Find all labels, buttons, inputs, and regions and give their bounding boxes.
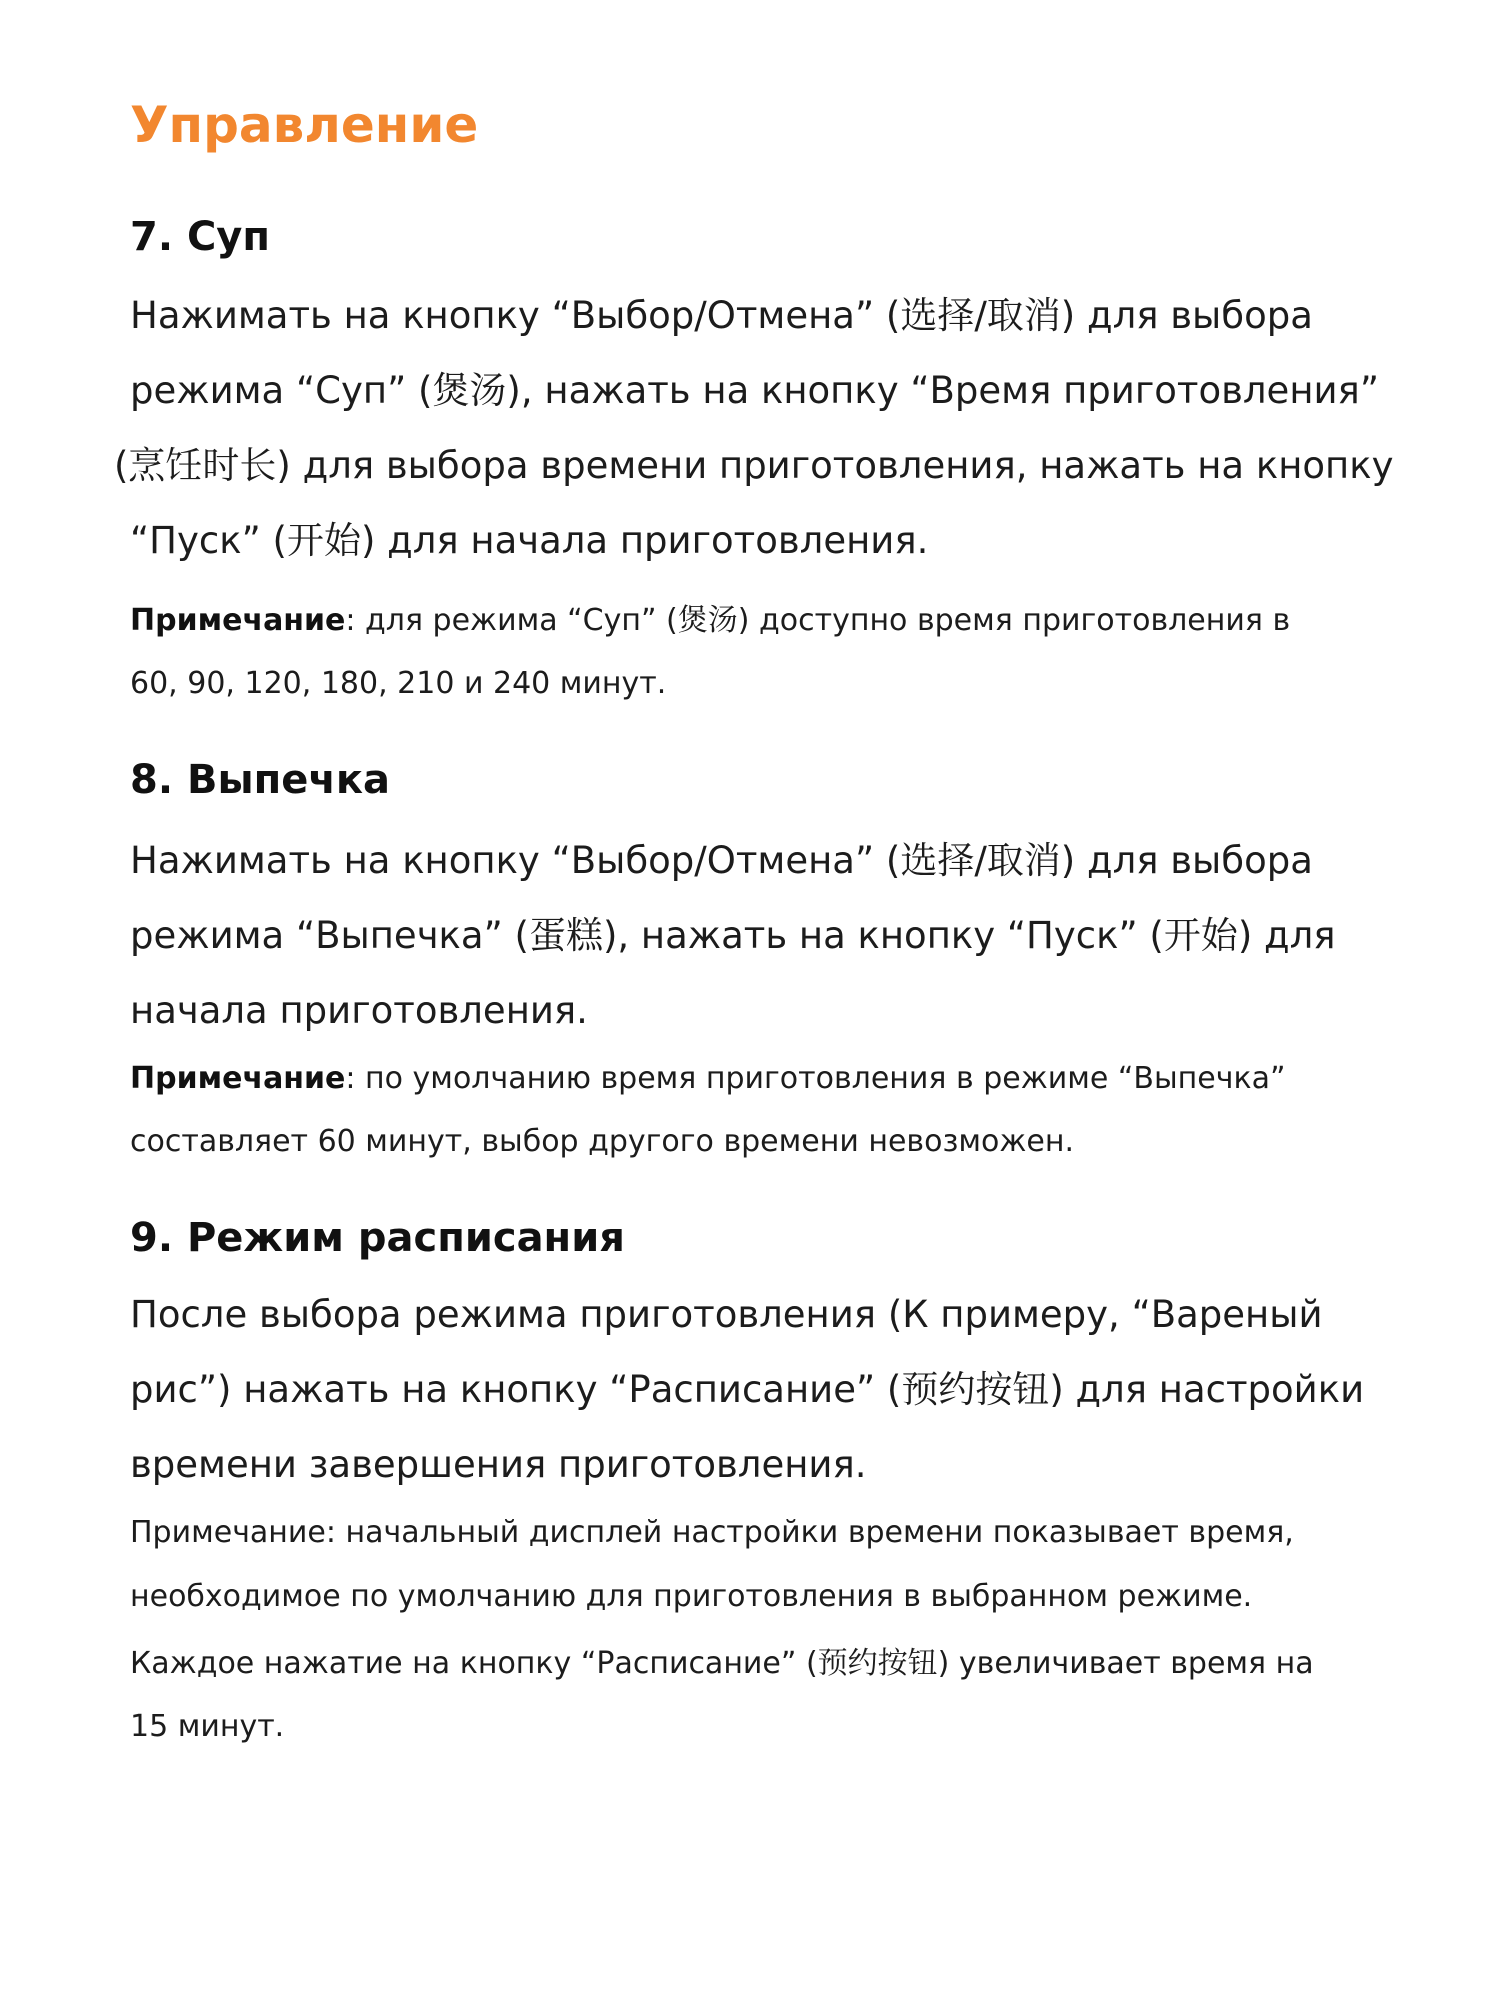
page-title: Управление [130,96,479,154]
note-label: Примечание [130,1061,346,1096]
note-label: Примечание [130,603,346,638]
section-heading-baking: 8. Выпечка [130,757,390,803]
section-body-line: времени завершения приготовления. [130,1443,867,1486]
section-body-line: начала приготовления. [130,989,588,1032]
note-line: 15 минут. [130,1709,285,1744]
note-text: : для режима “Суп” (煲汤) доступно время приготовления в [345,603,1291,638]
section-body-line: После выбора режима приготовления (К примеру, “Вареный [130,1293,1323,1336]
section-body-line: Нажимать на кнопку “Выбор/Отмена” (选择/取消) для выбора [130,294,1313,337]
note-line [130,1058,1286,1100]
note-line [130,600,1290,642]
section-body-line: (烹饪时长) для выбора времени приготовления, нажать на кнопку [114,444,1394,487]
section-heading-soup: 7. Суп [130,214,271,260]
section-heading-schedule: 9. Режим расписания [130,1215,625,1261]
note-line: Каждое нажатие на кнопку “Расписание” (预约按钮) увеличивает время на [130,1646,1314,1681]
note-line: Примечание: начальный дисплей настройки времени показывает время, [130,1515,1294,1550]
note-line: необходимое по умолчанию для приготовления в выбранном режиме. [130,1579,1253,1614]
note-line: составляет 60 минут, выбор другого времени невозможен. [130,1124,1075,1159]
note-text: : по умолчанию время приготовления в режиме “Выпечка” [345,1061,1286,1096]
note-line: 60, 90, 120, 180, 210 и 240 минут. [130,666,667,701]
section-body-line: режима “Суп” (煲汤), нажать на кнопку “Время приготовления” [130,369,1379,412]
section-body-line: режима “Выпечка” (蛋糕), нажать на кнопку “Пуск” (开始) для [130,914,1336,957]
section-body-line: рис”) нажать на кнопку “Расписание” (预约按钮) для настройки [130,1368,1365,1411]
section-body-line: Нажимать на кнопку “Выбор/Отмена” (选择/取消) для выбора [130,839,1313,882]
section-body-line: “Пуск” (开始) для начала приготовления. [130,519,929,562]
